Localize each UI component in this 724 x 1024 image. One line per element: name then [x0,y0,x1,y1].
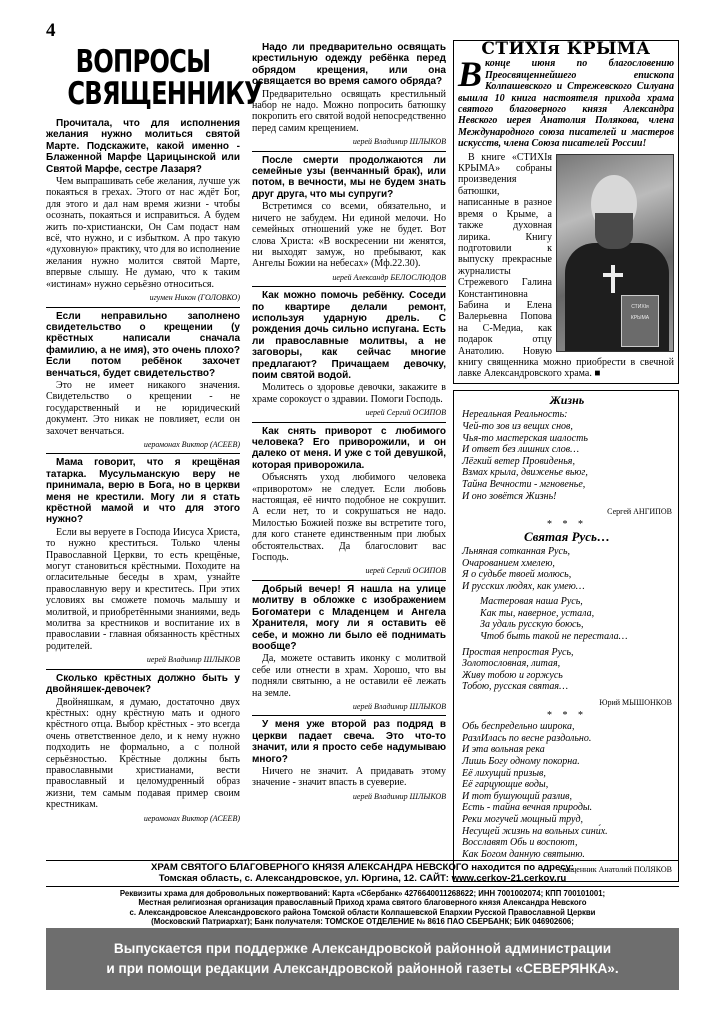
poem-line: Живу тобою и горжусь [462,669,563,681]
poem-line: Тайна Вечности - мгновенье, [462,478,586,490]
rubric-line-1: ВОПРОСЫ [75,44,211,80]
poem-stanza [462,596,672,642]
priest-signature: иерей Сергий ОСИПОВ [365,566,446,576]
question-text: Прочитала, что для исполнения желания нужно молиться святой Марте. Подскажите, какой именно - Блаженной Марфе Царицынской или Святой Марфе, сестре Лазаря? [46,118,240,175]
banner-line-1: Выпускается при поддержке Александровской районной администрации [113,941,612,956]
poem-line: Чей-то зов из вещих снов, [462,420,573,432]
answer-text: Да, можете оставить иконку с молитвой себе или отнести в храм. Хорошо, что вы подняли святыню, а не оставили её лежать на земле. [252,653,446,699]
poem-line: Лишь Богу одному покорна. [462,756,580,767]
support-banner [46,928,679,990]
answer-text: Объяснять уход любимого человека «приворотом» не следует. Если любовь настоящая, её ничто подобное не сокрушит. А если нет, то и сокрушаться не надо. Милостью Божией позже вы встретите того, для кого станете единственным при любых обстоятельствах. Да благословит вас Господь. [252,472,446,564]
answer-text: Ничего не значит. А придавать этому значение - значит впасть в суеверие. [252,765,446,789]
qa-item [46,673,240,824]
dropcap: В [458,54,483,95]
poem-author: Сергей АНГИПОВ [607,507,672,517]
photo-cross-icon [611,265,615,293]
photo-beard [595,213,633,249]
priest-signature: иерей Александр БЕЛОСЛЮДОВ [332,272,446,282]
question-text: У меня уже второй раз подряд в церкви падает свеча. Это что-то значит, или я просто себе надумываю много? [252,719,446,765]
qa-item [46,311,240,451]
separator [252,422,446,423]
answer-text: Двойняшкам, я думаю, достаточно двух крёстных: одну крёстную мать и одного крёстного отца. Выбор крёстных - это всегда очень ответственное дело, и к нему нужно подходить не формально, а с полной серьёзностью. Крёстные должны быть православными христианами, вести православный и целомудренный образ жизни, тем самым подавая пример своим крестникам. [46,696,240,811]
poem-line: Восславят Обь и воспоют, [462,837,578,849]
poems-list [462,392,672,876]
bank-details-line-1: Реквизиты храма для добровольных пожертвований: Карта «Сбербанк» 4276640011268622; ИНН 7001002074; КПП 700101001; [119,889,606,898]
rubric-title [67,44,263,112]
poem-line: Простая непростая Русь, [462,646,574,658]
poem-line: Очарованием хмелею, [462,557,555,569]
separator [46,453,240,454]
qa-list-left [46,118,240,824]
poem-line: Льняная сотканная Русь, [462,545,570,557]
qa-list-middle [252,42,446,802]
poem-line: Золотословная, литая, [462,658,561,670]
poem-line: И русских людях, как умею… [462,580,585,592]
poem-stanza [462,409,672,502]
poem-divider: * * * [547,709,587,721]
poems-box [453,390,679,882]
poem-title: Жизнь [549,392,585,407]
stihi-title: СТИХIя КРЫМА [481,39,651,59]
separator [46,669,240,670]
answer-text: Молитесь о здоровье девочки, закажите в храме сорокоуст о здравии. Помоги Господь. [252,382,446,405]
priest-signature: иерей Владимир ШЛЫКОВ [352,701,446,711]
qa-column-left [46,40,263,824]
poem-line: Есть - тайна вечная природы. [462,802,593,814]
stihi-body-text: В книге «СТИХIя КРЫМА» собраны произведения батюшки, написанные в разное время о Крыме, а также духовная лирика. Книгу подготовили к выпуску прекрасные журналисты Стрежевого Галина Константиновна Бабина и Елена Валерьевна Попова на С-Медиа, как подарок отцу Анатолию. Новую книгу священника можно приобрести в свечной лавке Александровского храма. [458,151,674,380]
question-text: Мама говорит, что я крещёная татарка. Мусульманскую веру не принимала, верю в Бога, но в церкви меня не крестили. Могу ли я стать крёстной мамой и что для этого нужно? [46,457,240,526]
qa-item [252,584,446,712]
bank-details-line-4: (Московский Патриархат); Банк получателя: ТОМСКОЕ ОТДЕЛЕНИЕ № 8616 ПАО СБЕРБАНК; БИК 046902606; [151,917,574,927]
poem-line: И оно зовётся Жизнь! [462,490,557,502]
poem-line: Чтоб быть такой не перестала… [480,631,628,643]
poem-line: Как Богом данную святыню. [462,848,585,860]
question-text: Если неправильно заполнено свидетельство о крещении (у крёстных написали сначала фамилию, а не имя), это очень плохо? Если потом ребёнок захочет венчаться, будет свидетельство? [46,310,240,379]
poem-line: Обь беспредельно широка, [462,721,575,733]
question-text: Как можно помочь ребёнку. Соседи по квартире делали ремонт, используя ударную дрель. С рождения дочь сильно испугана. Есть ли православные молитвы, а не заговоры, как сейчас многие предлагают? Причащаем девочку, поим святой водой. [252,290,446,381]
poem-author: Юрий МЫШОНКОВ [599,698,672,708]
bank-details-line-3: с. Александровское Александровского района Томской области Колпашевской Епархии Русской Православной Церкви [129,907,596,917]
page-number: 4 [46,20,56,41]
poem-divider: * * * [547,518,587,530]
poem-author: священник Анатолий ПОЛЯКОВ [559,865,672,875]
poem-line: Как ты, наверное, устала, [480,607,595,619]
priest-signature: иерей Владимир ШЛЫКОВ [146,655,240,665]
poem-stanza [462,647,672,693]
poem-line: Её лихущий призыв, [462,767,546,779]
question-text: Как снять приворот с любимого человека? Его приворожили, и он далеко от меня. И уже с той девушкой, которая приворожила. [252,425,446,471]
priest-signature: игумен Никон (ГОЛОВКО) [149,293,240,303]
qa-item [46,457,240,665]
qa-item [252,42,446,148]
poem-line: Несущей жизнь на вольных сини́х. [462,825,608,837]
poem-line: Я о судьбе твоей молюсь, [462,569,572,581]
article-end-mark: ■ [594,368,601,380]
separator [252,580,446,581]
qa-column-middle [252,40,446,802]
stihi-lead-text: конце июня по благословению Преосвященнейшего епископа Колпашевского и Стрежевского Силуана вышла 10 книга настоятеля прихода храма святого благоверного князя Александра Невского иерея Анатолия Полякова, члена Международного союза писателей и мастеров искусств, члена Союза писателей России! [458,58,674,150]
question-text: Надо ли предварительно освящать крестильную одежду ребёнка перед обрядом крещения, или она освящается во время самого обряда? [252,42,446,88]
qa-item [252,426,446,577]
bank-details-line-2: Местная религиозная организация православный Приход храма святого благоверного князя Александра Невского [138,898,587,908]
answer-text: Если вы веруете в Господа Иисуса Христа, то нужно креститься. Только члены Православной Церкви, то есть крещёные, могут становиться крёстными. Походите на огласительные беседы в храм, узнайте православную веру и креститесь. При этих условиях вы сможете помочь малышу и молитвой, и приобретёнными знаниями, ведь молитва за крестников и воспитание их в православии - главная обязанность крёстных родителей. [46,526,240,652]
church-address-line-1: ХРАМ СВЯТОГО БЛАГОВЕРНОГО КНЯЗЯ АЛЕКСАНДРА НЕВСКОГО находится по адресу: [151,862,574,873]
footer [46,860,679,938]
separator [252,151,446,152]
poem-line: И эта вольная река [462,744,545,756]
rubric-line-2: СВЯЩЕННИКУ [67,76,263,112]
qa-item [252,290,446,418]
photo-crossbar [603,273,623,277]
poem-line: Нереальная Реальность: [462,409,568,421]
poem-line: Лёгкий ветер Провиденья, [462,455,575,467]
qa-item [46,118,240,304]
answer-text: Чем выпрашивать себе желания, лучше уж покаяться в грехах. Этого от нас ждёт Бог, для этого и дал нам время жизни - чтобы осознать, покаяться и исправиться. А будем жить по-христиански, Он Сам подаст нам всё, что нужно, и с избытком. А про такую «духовную» практику, что для во исполнение желания нужно молится святой Марте, впервые слышу. Не думаю, что к таким «истинам» нужно серьёзно относиться. [46,176,240,290]
separator [252,286,446,287]
poem-line: И ответ без лишних слов… [462,444,580,456]
poem-title: Святая Русь… [524,529,610,545]
poem-line: РазлИлась по весне раздольно. [462,732,592,744]
answer-text: Предварительно освящать крестильный набор не надо. Можно попросить батюшку покропить его святой водой непосредственно перед самим крещением. [252,88,446,134]
poem-line: И тот бушующий разлив, [462,790,572,802]
photo-book [621,295,659,347]
poem-stanza [462,721,672,860]
stihi-lead [458,54,674,150]
banner-line-2: и при помощи редакции Александровской районной газеты «СЕВЕРЯНКА». [106,961,619,976]
church-address-line-2: Томская область, с. Александровское, ул. Юргина, 12. САЙТ: www.cerkov-21.cerkov.ru [46,873,679,887]
priest-signature: иеромонах Виктор (АСЕЕВ) [143,813,240,823]
poem-line: За удаль русскую боюсь, [480,619,584,631]
priest-signature: иерей Сергий ОСИПОВ [365,408,446,418]
priest-photo [556,154,674,352]
poem-line: Взмах крыла, движенье вьюг, [462,467,588,479]
answer-text: Встретимся со всеми, обязательно, и ничего не забудем. Ни единой мелочи. Но семейных отношений уже не будет. Вот слова Христа: «В воскресении ни женятся, ни выходят замуж, но пребывают, как Ангелы Божии на небесах» (Мф.22.30). [252,201,446,270]
question-text: Добрый вечер! Я нашла на улице молитву в обложке с изображением Богоматери с Младенцем и Ангела Хранителя, могу ли я оставить её себе, и можно ли было её поднимать вообще? [252,583,446,652]
question-text: После смерти продолжаются ли семейные узы (венчанный брак), или потом, в вечности, мы не будем знать друг друга, что мы супруги? [252,154,446,200]
stihi-article [453,40,679,384]
priest-signature: иеромонах Виктор (АСЕЕВ) [143,439,240,449]
stihi-column [453,40,679,882]
poem-line: Тобою, русская святая… [462,681,568,693]
poem-line: Мастеровая наша Русь, [480,596,583,608]
priest-signature: иерей Владимир ШЛЫКОВ [352,791,446,801]
priest-signature: иерей Владимир ШЛЫКОВ [352,137,446,147]
poem-line: Чья-то мастерская шалость [462,432,588,444]
separator [46,307,240,308]
qa-item [252,155,446,283]
poem-line: Реки могучей мощный труд, [462,813,584,825]
photo-book-label: СТИХIя КРЫМА [630,303,650,322]
answer-text: Это не имеет никакого значения. Свидетельство о крещении - не государственный и не юридический документ. Это никак не повлияет, если он захочет венчаться. [46,379,240,437]
poem-stanza [462,546,672,592]
qa-item [252,719,446,802]
question-text: Сколько крёстных должно быть у двойняшек-девочек? [46,672,240,696]
poem-line: Её гарцующие воды, [462,779,549,791]
separator [252,715,446,716]
